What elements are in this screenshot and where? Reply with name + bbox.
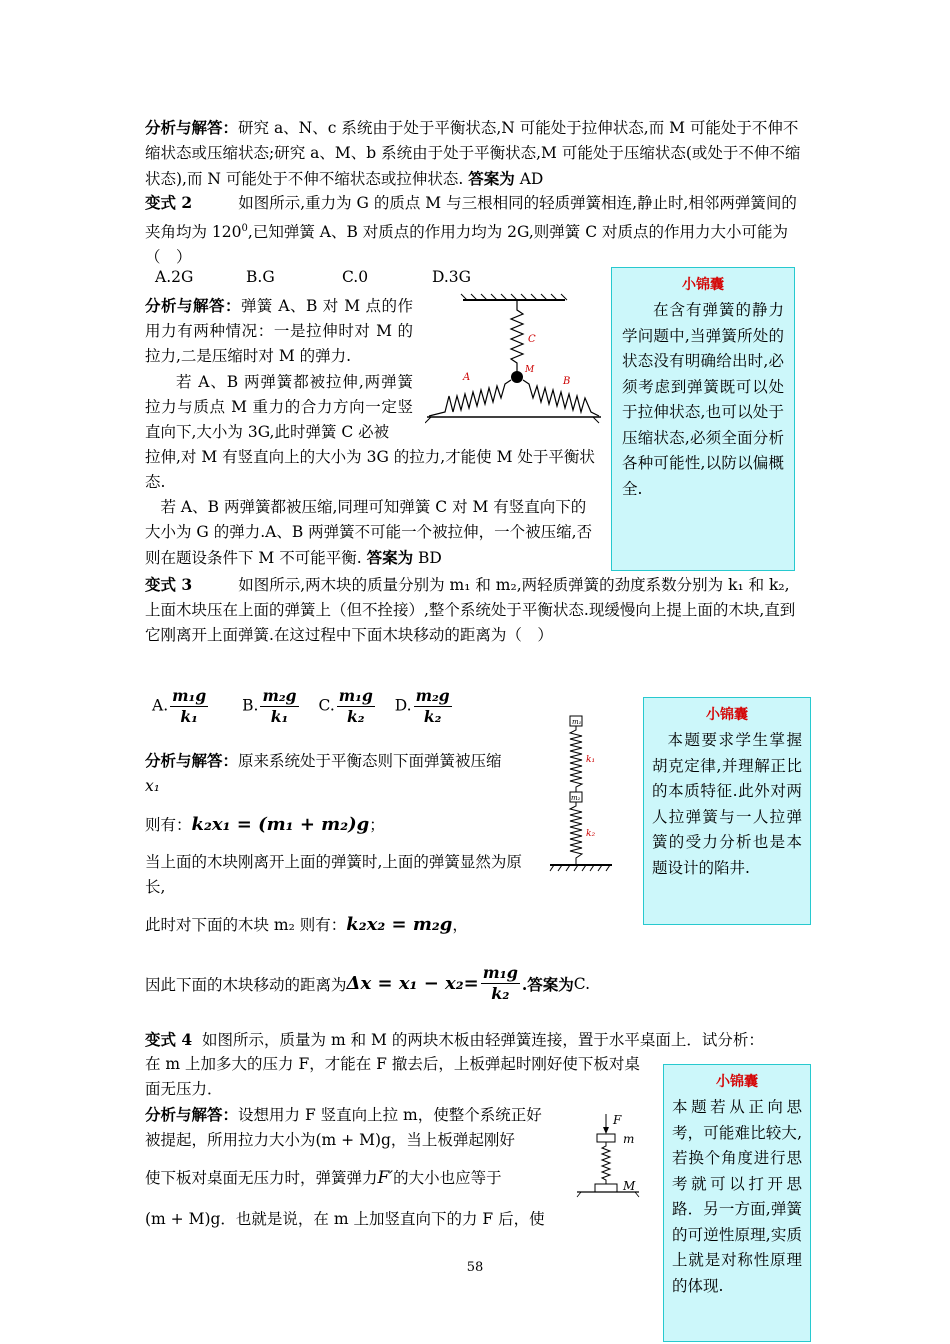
variant-label: 变式 3 <box>145 575 193 594</box>
equation-2: k₂x₂ = m₂g <box>346 914 453 935</box>
analysis-label: 分析与解答： <box>145 118 239 137</box>
variant-4-analysis-2: 使下板对桌面无压力时，弹簧弹力F′的大小也应等于 <box>145 1168 502 1188</box>
tip-box-2 <box>643 697 811 925</box>
block-m2-label: m₂ <box>571 794 581 802</box>
result-fraction: $\frac{\text{m₁g}}{\text{k₂}}$ <box>482 963 518 1003</box>
plate-big-m-label: M <box>623 1179 636 1193</box>
answer-value: BD <box>418 549 442 567</box>
tip-text: 本题要求学生掌握胡克定律,并理解正比的本质特征.此外对两人拉弹簧与一人拉弹簧的受力分析也是本题设计的陷井. <box>652 731 802 877</box>
spring-b-label: B <box>563 376 571 387</box>
tip-title: 小锦囊 <box>682 277 724 293</box>
variant-3-eq2-line: 此时对下面的木块 m₂ 则有：k₂x₂ = m₂g， <box>145 914 468 935</box>
force-f-label: F <box>613 1113 622 1127</box>
spring-k1-label: k₁ <box>586 755 596 765</box>
equation-1: k₂x₁ = (m₁ + m₂)g <box>191 814 370 835</box>
analysis-text: 设想用力 F 竖直向上拉 m，使整个系统正好被提起，所用拉力大小为(m + M)g，当上板弹起刚好 <box>145 1106 542 1149</box>
three-spring-figure <box>425 292 603 424</box>
spring-k2-label: k₂ <box>586 829 596 839</box>
question-text-a: 如图所示，质量为 m 和 M 的两块木板由轻弹簧连接，置于水平桌面上．试分析： <box>202 1031 764 1049</box>
analysis-label: 分析与解答： <box>145 1105 239 1124</box>
spring-c-label: C <box>528 334 536 345</box>
variant-2-analysis-3 <box>145 495 600 571</box>
plate-m-label: m <box>623 1132 635 1146</box>
option-b: B.G <box>246 268 275 286</box>
option-a: A. $\frac{\text{m₁g}}{\text{k₁}}$ <box>152 686 207 726</box>
analysis-text: 此时对下面的木块 m₂ 则有： <box>145 916 347 934</box>
variant-2-analysis-2a: 若 A、B 两弹簧都被拉伸,两弹簧拉力与质点 M 重力的合力方向一定竖直向下,大小为 3G,此时弹簧 C 必被 <box>145 373 413 441</box>
f-prime: F′ <box>377 1168 394 1188</box>
tip-text: 本题若从正向思考，可能难比较大,若换个角度进行思考就可以打开思路．另一方面,弹簧的可逆性原理,实质上就是对称性原理的体现. <box>672 1098 802 1295</box>
option-a: A.2G <box>155 268 194 286</box>
variant-3-question <box>145 572 805 648</box>
variant-2-analysis-1 <box>145 293 413 369</box>
analysis-text: 弹簧 A、B 对 M 点的作用力有两种情况：一是拉伸时对 M 的拉力,二是压缩时对 M 的弹力. <box>145 297 413 365</box>
answer-label: 答案为 <box>468 169 515 188</box>
analysis-label: 分析与解答： <box>145 296 241 315</box>
variant-3-analysis-2: 当上面的木块刚离开上面的弹簧时,上面的弹簧显然为原长, <box>145 853 522 896</box>
then-have: 则有： <box>145 816 192 834</box>
analysis-text: 研究 a、N、c 系统由于处于平衡状态,N 可能处于拉伸状态,而 M 可能处于不伸不缩状态或压缩状态;研究 a、M、b 系统由于处于平衡状态,M 可能处于压缩状态(或处于不伸不缩状态),而 N 可能处于不伸不缩状态或拉伸状态. <box>145 119 801 188</box>
variant-4-question-a <box>145 1027 810 1053</box>
tip-text: 在含有弹簧的静力学问题中,当弹簧所处的状态没有明确给出时,必须考虑到弹簧既可以处于拉伸状态,也可以处于压缩状态,必须全面分析各种可能性,以防以偏概全. <box>622 301 784 498</box>
analysis-text: 若 A、B 两弹簧都被压缩,同理可知弹簧 C 对 M 有竖直向下的大小为 G 的弹力.A、B 两弹簧不可能一个被拉伸，一个被压缩,否则在题设条件下 M 不可能平衡. <box>145 498 593 567</box>
option-b: B. $\frac{\text{m₂g}}{\text{k₁}}$ <box>242 686 297 726</box>
variant-2-analysis-2b: 拉伸,对 M 有竖直向上的大小为 3G 的拉力,才能使 M 处于平衡状态. <box>145 448 595 491</box>
question-text-b: ,已知弹簧 A、B 对质点的作用力均为 2G,则弹簧 C 对质点的作用力大小可能为（ ） <box>145 223 789 267</box>
variant-3-eq1-line: 则有：k₂x₁ = (m₁ + m₂)g； <box>145 814 385 835</box>
mass-m-label: M <box>525 365 535 375</box>
option-d: D.3G <box>432 268 472 286</box>
question-text-a: 如图所示,重力为 G 的质点 M 与三根相同的轻质弹簧相连,静止时,相邻两弹簧间的夹角均为 120 <box>145 194 797 242</box>
variant-3-result-line <box>145 963 590 1004</box>
two-plate-spring-figure <box>575 1110 645 1200</box>
tip-box-1 <box>611 267 795 571</box>
page-number: 58 <box>466 1260 484 1275</box>
answer-label: .答案为 <box>521 974 574 994</box>
variant-3-options <box>152 686 454 727</box>
equation-3: Δx = x₁ − x₂= <box>346 973 479 994</box>
variant-4-analysis-1 <box>145 1102 550 1153</box>
variant-label: 变式 2 <box>145 193 193 212</box>
variant-3-x1: x₁ <box>145 777 160 795</box>
block-m1-label: m₁ <box>572 718 582 726</box>
tip-title: 小锦囊 <box>716 1074 758 1090</box>
analysis-paragraph-1 <box>145 115 805 192</box>
option-c: C.0 <box>342 268 369 286</box>
answer-value: AD <box>519 170 544 188</box>
stacked-springs-figure <box>548 712 618 874</box>
variant-label: 变式 4 <box>145 1030 193 1049</box>
tip-box-3 <box>663 1064 811 1342</box>
analysis-label: 分析与解答： <box>145 751 239 770</box>
answer-value: C. <box>573 974 591 993</box>
analysis-text: 因此下面的木块移动的距离为 <box>145 975 347 994</box>
analysis-text: 原来系统处于平衡态则下面弹簧被压缩 <box>238 752 502 770</box>
option-c: C. $\frac{\text{m₁g}}{\text{k₂}}$ <box>318 686 373 726</box>
spring-a-label: A <box>463 372 471 383</box>
tip-title: 小锦囊 <box>706 707 748 723</box>
variant-4-question-b: 在 m 上加多大的压力 F，才能在 F 撤去后，上板弹起时刚好使下板对桌面无压力． <box>145 1055 640 1098</box>
variant-3-analysis-1 <box>145 748 535 774</box>
answer-label: 答案为 <box>366 548 414 567</box>
option-d: D. $\frac{\text{m₂g}}{\text{k₂}}$ <box>394 686 450 726</box>
variant-2-question <box>145 190 805 270</box>
variant-4-analysis-3: (m + M)g．也就是说，在 m 上加竖直向下的力 F 后，使 <box>145 1210 545 1228</box>
degree-sup: 0 <box>241 223 248 234</box>
question-text: 如图所示,两木块的质量分别为 m₁ 和 m₂,两轻质弹簧的劲度系数分别为 k₁ 和 k₂,上面木块压在上面的弹簧上（但不拴接）,整个系统处于平衡状态.现缓慢向上提上面的木块,直到它刚离开上面弹簧.在这过程中下面木块移动的距离为（ ） <box>145 576 796 644</box>
